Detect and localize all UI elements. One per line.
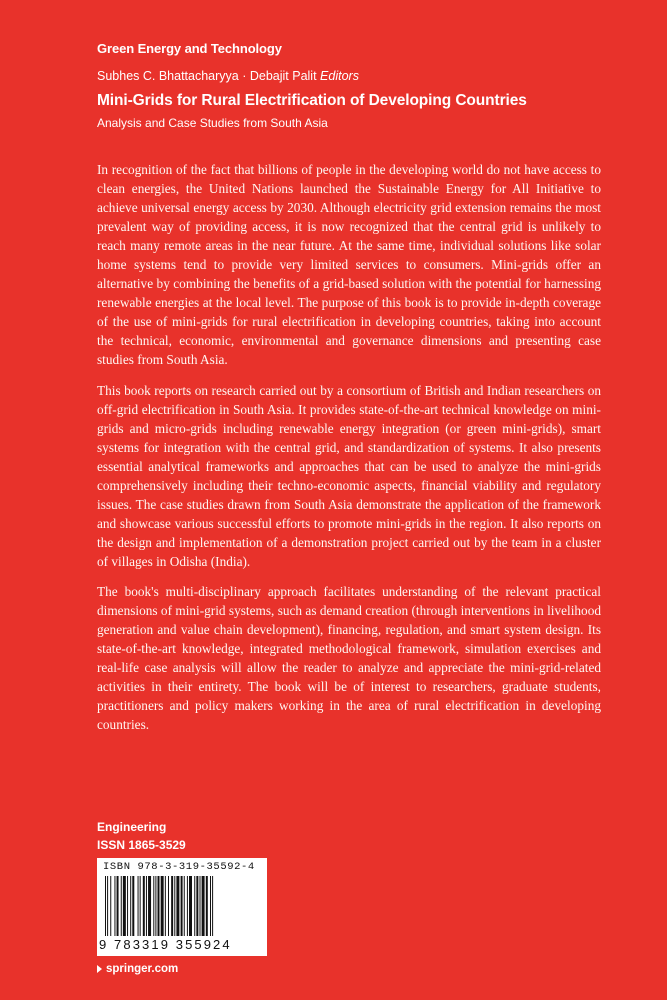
blurb-paragraph-1: In recognition of the fact that billions of people in the developing world do not have access to clean energies, the United Nations launched the Sustainable Energy for All Initiative to achieve universal energy access by 2030. Although electricity grid extension remains the most prevalent way of providing access, it is now recognized that the central grid is unlikely to reach many remote areas in the near future. At the same time, individual solutions like solar home systems tend to provide very limited services to consumers. Mini-grids offer an alternative by combining the benefits of a grid-based solution with the potential for harnessing renewable energies at the local level. The purpose of this book is to provide in-depth coverage of the use of mini-grids for rural electrification in developing countries, taking into account the technical, economic, environmental and governance dimensions and presenting case studies from South Asia. xyxy=(97,162,601,368)
barcode-bar xyxy=(187,876,188,936)
barcode-bar xyxy=(212,876,213,936)
barcode-bar xyxy=(110,876,111,936)
barcode-bar xyxy=(146,876,147,936)
issn: ISSN 1865-3529 xyxy=(97,838,186,852)
blurb-paragraph-2: This book reports on research carried out by a consortium of British and Indian researchers on off-grid electrification in South Asia. It provides state-of-the-art technical knowledge on mini-grids and micro-grids including renewable energy integration (or green mini-grids), smart systems for integration with the central grid, and standardization of systems. It also presents essential analytical frameworks and approaches that can be used to analyze the mini-grids comprehensively including their techno-economic aspects, financial viability and regulatory issues. The case studies drawn from South Asia demonstrate the application of the framework and showcase various successful efforts to promote mini-grids in the region. It also reports on the design and implementation of a demonstration project carried out by the team in a cluster of villages in Odisha (India). xyxy=(97,382,601,569)
barcode-bar xyxy=(130,876,131,936)
barcode-bar xyxy=(121,876,122,936)
barcode-bars xyxy=(105,876,259,938)
publisher-url: springer.com xyxy=(106,963,179,975)
barcode-bar xyxy=(105,876,106,936)
barcode-bar xyxy=(196,876,198,936)
editors-line xyxy=(97,69,359,83)
barcode-bar xyxy=(117,876,119,936)
barcode-bar xyxy=(165,876,166,936)
barcode-bar xyxy=(161,876,164,936)
barcode-bar xyxy=(210,876,211,936)
barcode-bar xyxy=(127,876,128,936)
barcode-bar xyxy=(107,876,108,936)
arrow-right-icon xyxy=(97,965,102,973)
barcode-bar xyxy=(181,876,183,936)
barcode-bar xyxy=(153,876,154,936)
ean-digits: 9 783319 355924 xyxy=(99,937,232,952)
barcode-bar xyxy=(176,876,179,936)
barcode-bar xyxy=(155,876,156,936)
publisher-link[interactable] xyxy=(97,963,178,975)
barcode-bar xyxy=(171,876,173,936)
barcode-bar xyxy=(168,876,169,936)
barcode-bar xyxy=(132,876,134,936)
barcode-bar xyxy=(140,876,141,936)
barcode-bar xyxy=(138,876,139,936)
barcode-bar xyxy=(143,876,145,936)
barcode xyxy=(97,858,267,956)
barcode-bar xyxy=(158,876,160,936)
barcode-bar xyxy=(200,876,201,936)
barcode-bar xyxy=(123,876,126,936)
subject-category: Engineering xyxy=(97,820,167,834)
blurb-paragraph-3: The book's multi-disciplinary approach facilitates understanding of the relevant practical dimensions of mini-grid systems, such as demand creation (through interventions in livelihood generation and value chain development), financing, regulation, and smart system design. Its state-of-the-art knowledge, integrated methodological framework, simulation exercises and real-life case analysis will allow the reader to analyze and appreciate the mini-grid-related activities in their entirety. The book will be of interest to researchers, graduate students, practitioners and policy makers working in the area of rural electrification in developing countries. xyxy=(97,583,601,733)
editor-names: Subhes C. Bhattacharyya · Debajit Palit xyxy=(97,69,317,83)
barcode-bar xyxy=(174,876,175,936)
book-title: Mini-Grids for Rural Electrification of Developing Countries xyxy=(97,92,527,109)
barcode-bar xyxy=(189,876,192,936)
editors-role: Editors xyxy=(320,69,359,83)
barcode-bar xyxy=(194,876,195,936)
barcode-bar xyxy=(202,876,205,936)
barcode-bar xyxy=(184,876,185,936)
barcode-bar xyxy=(148,876,151,936)
series-name: Green Energy and Technology xyxy=(97,41,282,56)
barcode-bar xyxy=(114,876,115,936)
barcode-bar xyxy=(206,876,208,936)
blurb xyxy=(97,160,601,745)
isbn-label: ISBN 978-3-319-35592-4 xyxy=(103,861,255,873)
book-subtitle: Analysis and Case Studies from South Asia xyxy=(97,116,328,130)
